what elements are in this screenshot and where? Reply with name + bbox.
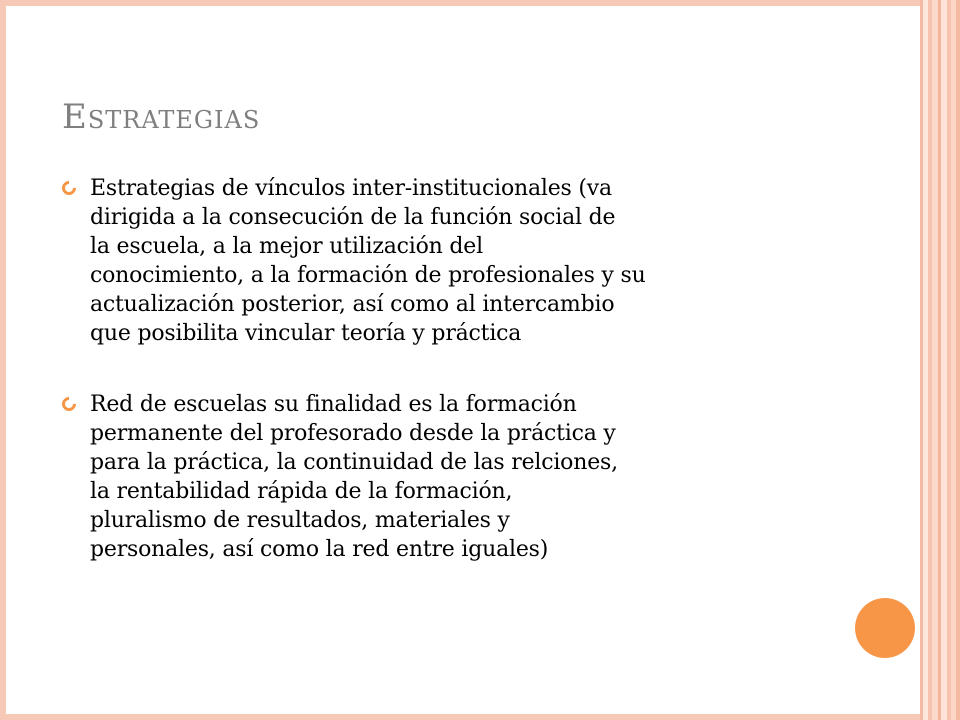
bullet-line: pluralismo de resultados, materiales y (90, 508, 510, 533)
bullet-line: conocimiento, a la formación de profesionales y su (90, 263, 646, 288)
stripe (956, 0, 960, 720)
bullet-line: la escuela, a la mejor utilización del (90, 234, 483, 259)
slide-title: Estrategias (62, 97, 261, 137)
bullet-line: la rentabilidad rápida de la formación, (90, 479, 513, 504)
frame-bottom-border (0, 714, 920, 720)
bullet-line: actualización posterior, así como al intercambio (90, 292, 615, 317)
frame-left-border (0, 0, 6, 720)
bullet-line: personales, así como la red entre iguales) (90, 537, 549, 562)
open-circle-bullet-icon (59, 178, 79, 198)
bullet-item (60, 174, 820, 348)
bullet-line: para la práctica, la continuidad de las relciones, (90, 450, 618, 475)
slide-content (60, 174, 820, 564)
bullet-line: que posibilita vincular teoría y práctica (90, 321, 522, 346)
orange-circle-decoration (855, 598, 915, 658)
bullet-line: permanente del profesorado desde la práctica y (90, 421, 616, 446)
bullet-line: Estrategias de vínculos inter-institucionales (va (90, 176, 612, 201)
right-decorative-stripes (920, 0, 960, 720)
open-circle-bullet-icon (59, 394, 79, 414)
bullet-item (60, 390, 820, 564)
bullet-line: dirigida a la consecución de la función social de (90, 205, 616, 230)
frame-top-border (0, 0, 920, 6)
bullet-line: Red de escuelas su finalidad es la formación (90, 392, 577, 417)
